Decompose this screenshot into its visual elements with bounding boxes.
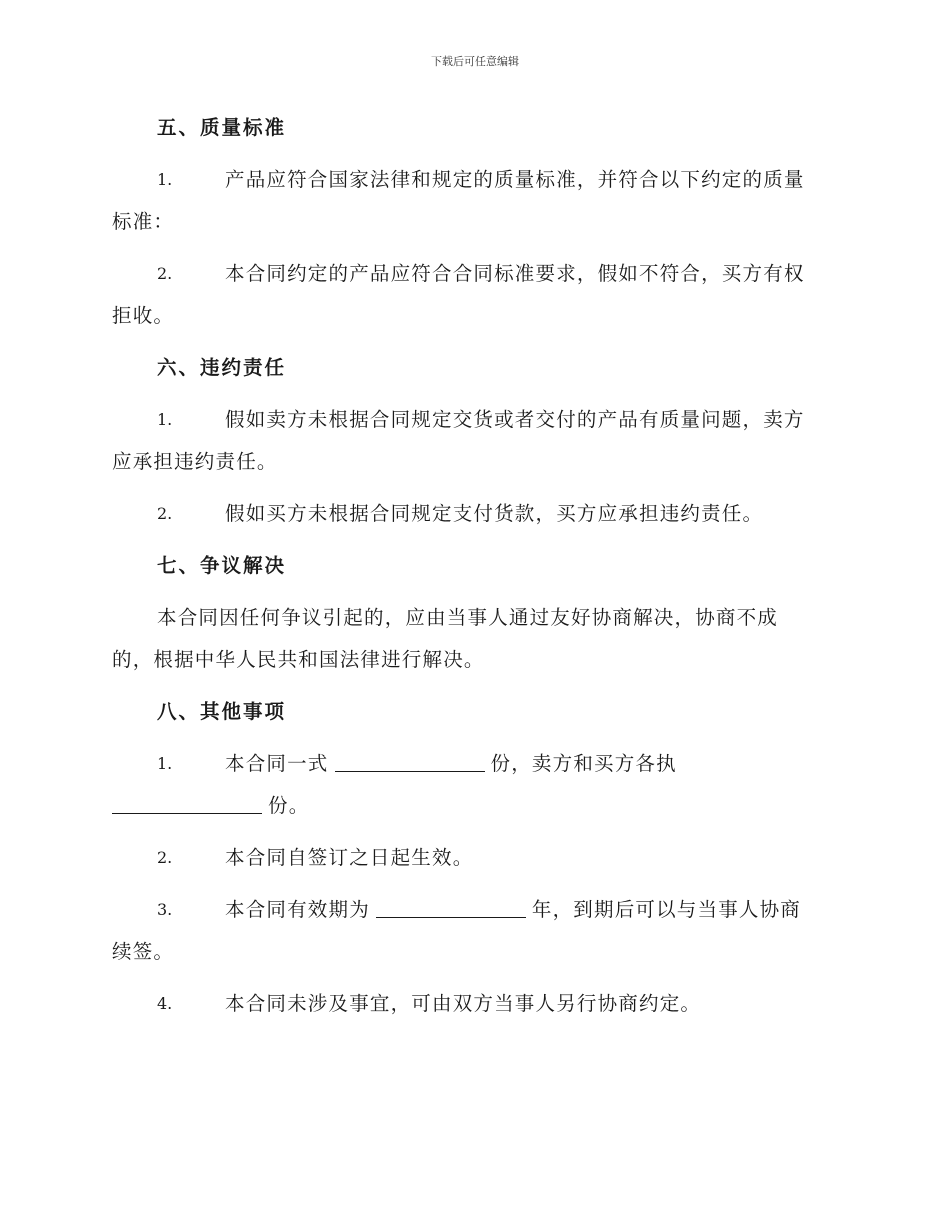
item-text: 份。: [268, 794, 310, 817]
paragraph-text-continued: 的，根据中华人民共和国法律进行解决。: [112, 648, 485, 671]
item-text-continued: 应承担违约责任。: [112, 450, 278, 473]
item-text: 本合同一式: [225, 752, 329, 775]
item-number: 1.: [157, 410, 173, 429]
item-text: 本合同约定的产品应符合合同标准要求，假如不符合，买方有权: [225, 262, 805, 285]
item-text-continued: 续签。: [112, 940, 175, 963]
page-header: 下载后可任意编辑: [431, 55, 519, 68]
item-text: 假如卖方未根据合同规定交货或者交付的产品有质量问题，卖方: [225, 408, 805, 431]
item-text-continued: 拒收。: [112, 304, 175, 327]
section-heading-quality: 五、质量标准: [157, 116, 287, 139]
item-text: 份，卖方和买方各执: [490, 752, 677, 775]
item-number: 1.: [157, 170, 173, 189]
fill-in-blank[interactable]: [376, 899, 526, 918]
item-text: 假如买方未根据合同规定支付货款，买方应承担违约责任。: [225, 502, 764, 525]
item-text: 本合同自签订之日起生效。: [225, 846, 474, 869]
section-heading-dispute: 七、争议解决: [157, 554, 287, 577]
item-text: 年，到期后可以与当事人协商: [531, 898, 802, 921]
section-heading-other: 八、其他事项: [157, 700, 287, 723]
paragraph-text: 本合同因任何争议引起的，应由当事人通过友好协商解决，协商不成: [157, 606, 779, 629]
item-text: 产品应符合国家法律和规定的质量标准，并符合以下约定的质量: [225, 168, 805, 191]
section-heading-breach: 六、违约责任: [157, 356, 287, 379]
item-number: 2.: [157, 504, 173, 523]
item-number: 2.: [157, 264, 173, 283]
fill-in-blank[interactable]: [112, 795, 262, 814]
item-text-continued: 标准：: [112, 210, 175, 233]
item-number: 4.: [157, 994, 173, 1013]
item-text-with-blank: [225, 898, 801, 922]
item-number: 3.: [157, 900, 173, 919]
fill-in-blank[interactable]: [335, 753, 485, 772]
item-text: 本合同有效期为: [225, 898, 370, 921]
item-number: 1.: [157, 754, 173, 773]
item-text-with-blank: [225, 752, 677, 776]
item-number: 2.: [157, 848, 173, 867]
item-text-with-blank: [112, 794, 309, 818]
item-text: 本合同未涉及事宜，可由双方当事人另行协商约定。: [225, 992, 702, 1015]
